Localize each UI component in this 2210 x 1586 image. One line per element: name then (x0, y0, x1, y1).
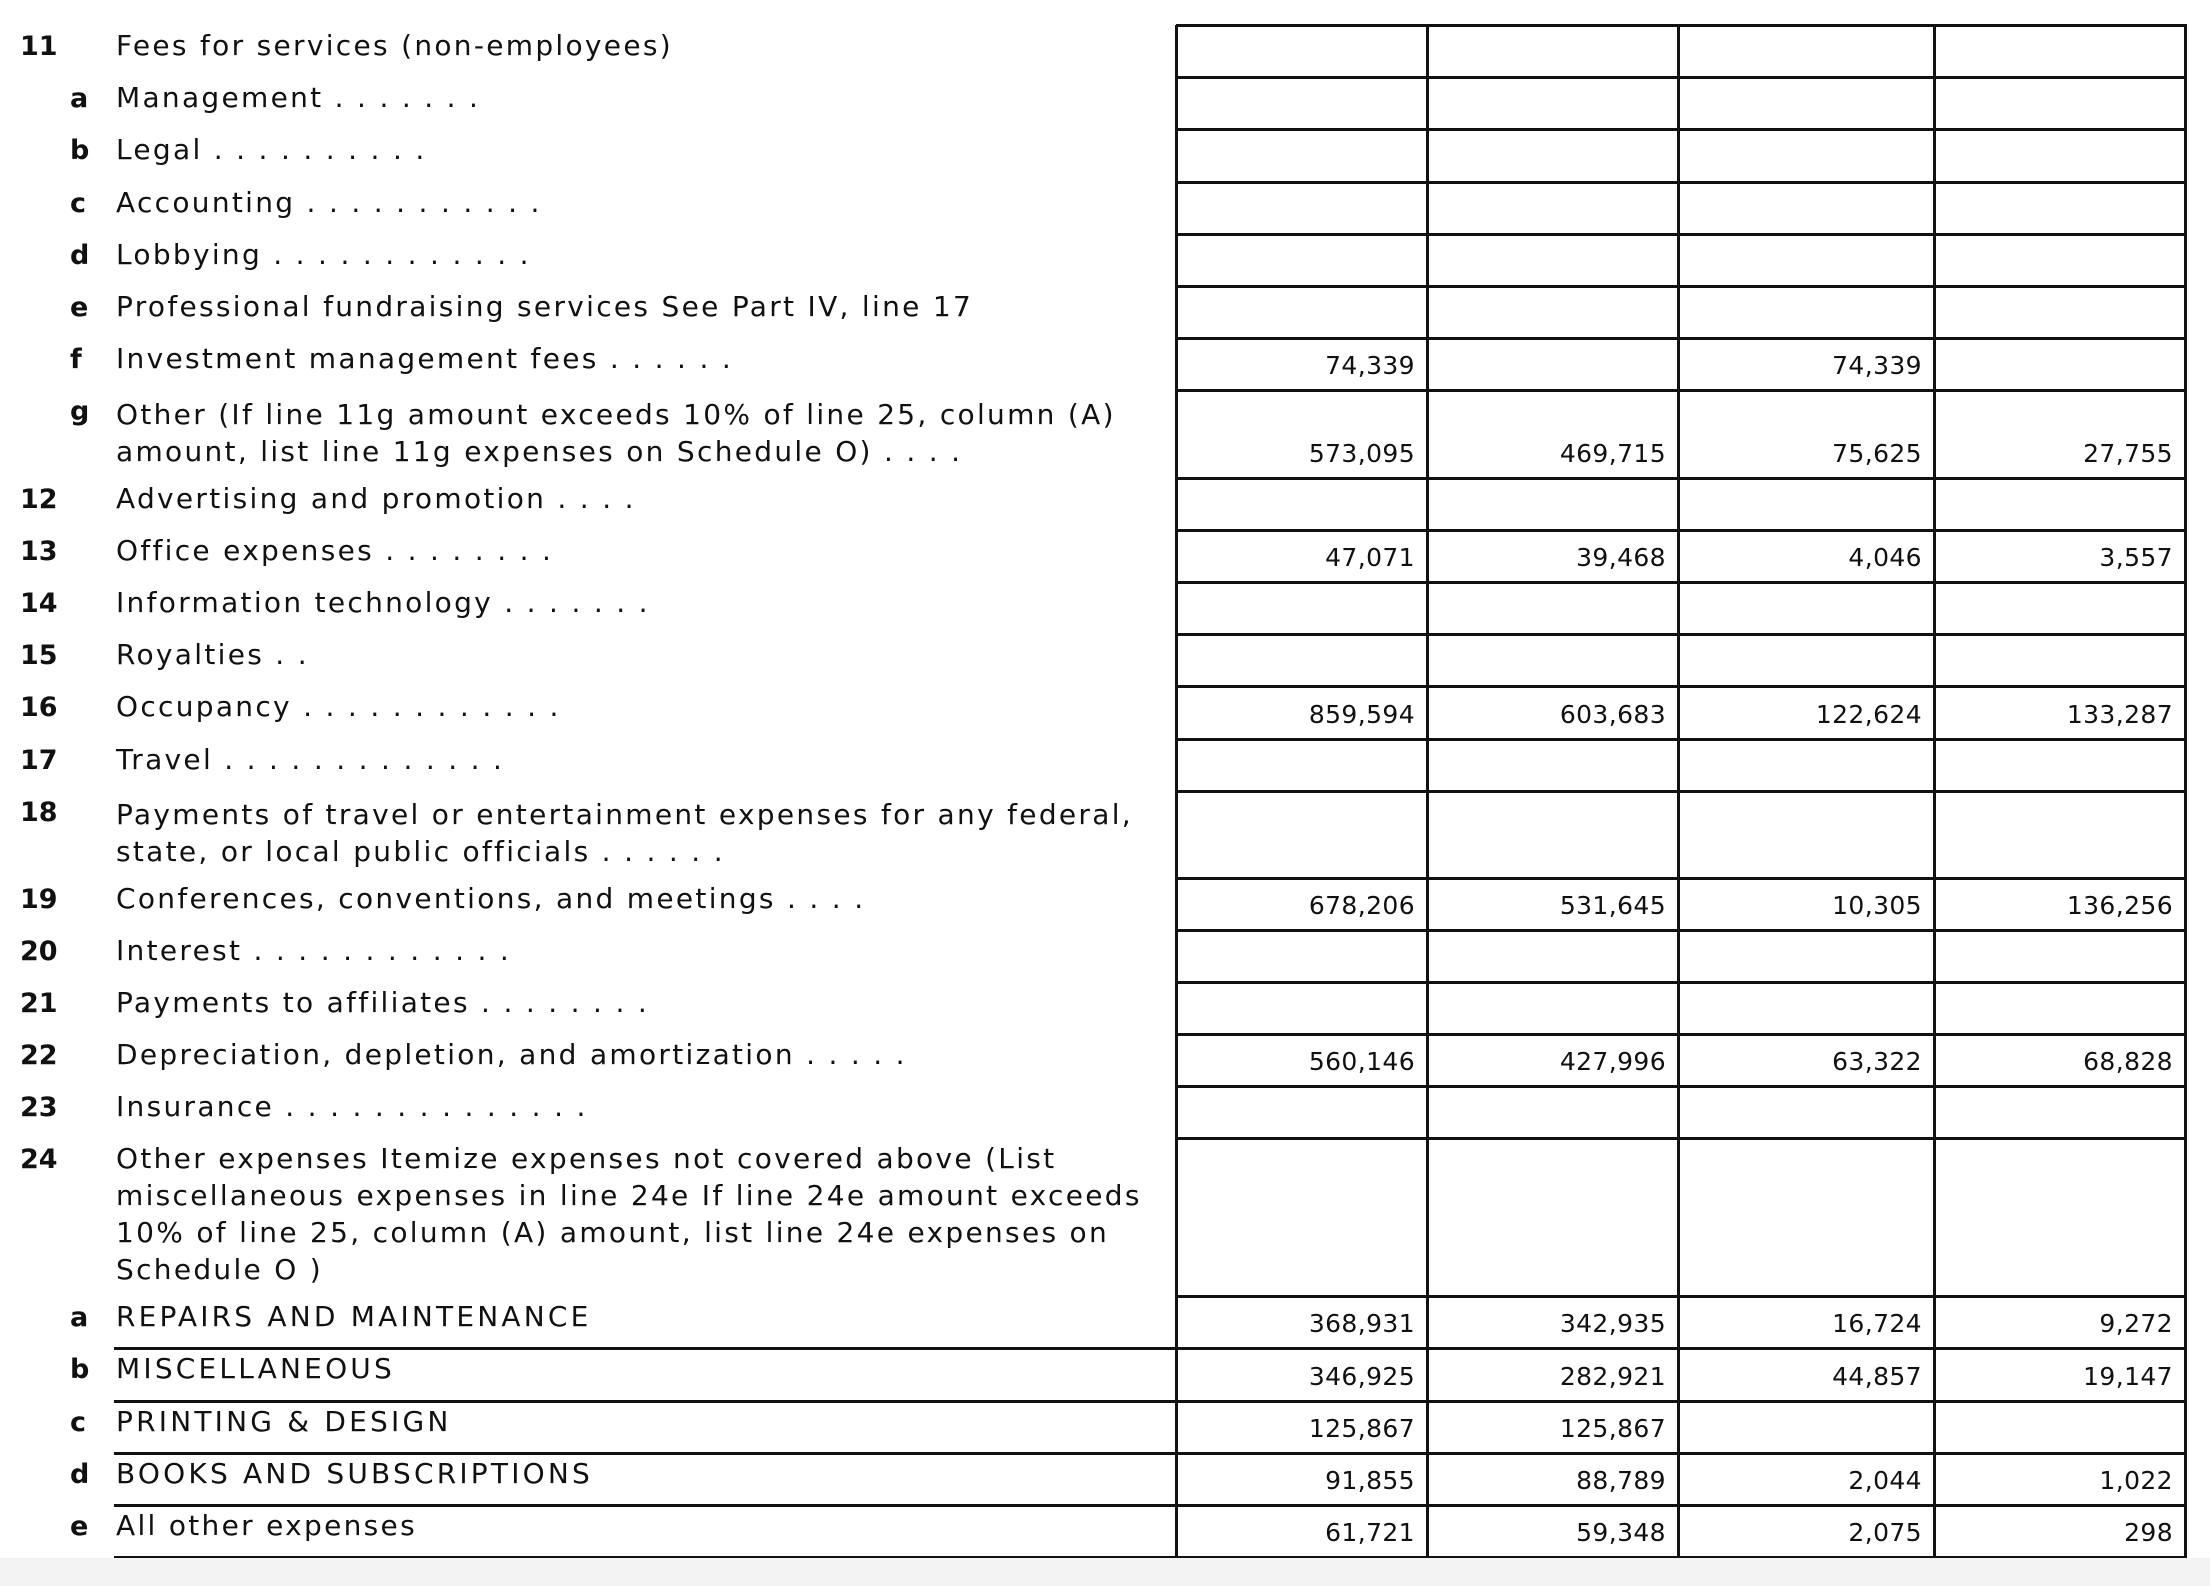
line-description: Insurance . . . . . . . . . . . . . . (116, 1090, 588, 1123)
line-number: a (70, 1302, 89, 1333)
line-description: BOOKS AND SUBSCRIPTIONS (116, 1457, 594, 1490)
line-number: a (70, 83, 89, 114)
management-general-cell: 10,305 (1832, 891, 1922, 920)
line-description: Schedule O ) (116, 1253, 324, 1286)
table-row (0, 930, 2210, 982)
line-description: Payments of travel or entertainment expenses for any federal, (116, 798, 1133, 831)
table-row (0, 1401, 2210, 1453)
line-number: g (70, 396, 90, 427)
table-row (0, 25, 2210, 77)
total-expenses-cell: 560,146 (1308, 1047, 1415, 1076)
line-description: Lobbying . . . . . . . . . . . . (116, 238, 531, 271)
management-general-cell: 75,625 (1832, 439, 1922, 468)
total-expenses-cell: 125,867 (1308, 1414, 1415, 1443)
fundraising-cell: 1,022 (2099, 1466, 2173, 1495)
total-expenses-cell: 47,071 (1325, 543, 1415, 572)
management-general-cell: 2,075 (1848, 1518, 1922, 1547)
total-expenses-cell: 74,339 (1325, 351, 1415, 380)
line-number: 24 (20, 1144, 58, 1175)
program-service-cell: 603,683 (1559, 700, 1666, 729)
fundraising-cell: 9,272 (2099, 1309, 2173, 1338)
line-description: Information technology . . . . . . . (116, 586, 650, 619)
total-expenses-cell: 368,931 (1308, 1309, 1415, 1338)
table-row (0, 686, 2210, 739)
program-service-cell: 342,935 (1559, 1309, 1666, 1338)
line-description: Advertising and promotion . . . . (116, 482, 636, 515)
line-description: Other (If line 11g amount exceeds 10% of line 25, column (A) (116, 398, 1116, 431)
line-number: 13 (20, 536, 58, 567)
table-row (0, 582, 2210, 634)
line-number: 22 (20, 1040, 58, 1071)
table-row (0, 338, 2210, 390)
line-description: Payments to affiliates . . . . . . . . (116, 986, 650, 1019)
program-service-cell: 39,468 (1576, 543, 1666, 572)
line-description: MISCELLANEOUS (116, 1352, 395, 1385)
line-description: All other expenses (116, 1509, 417, 1542)
table-row (0, 1138, 2210, 1296)
table-row (0, 1296, 2210, 1348)
line-number: 12 (20, 484, 58, 515)
total-expenses-cell: 678,206 (1308, 891, 1415, 920)
line-number: 20 (20, 936, 58, 967)
line-number: b (70, 135, 90, 166)
line-number: 14 (20, 588, 58, 619)
table-row (0, 634, 2210, 686)
table-row (0, 1034, 2210, 1086)
line-description: Other expenses Itemize expenses not covered above (List (116, 1142, 1057, 1175)
line-description: Management . . . . . . . (116, 81, 481, 114)
table-row (0, 77, 2210, 129)
line-number: d (70, 240, 90, 271)
table-row (0, 1505, 2210, 1557)
fundraising-cell: 298 (2124, 1518, 2173, 1547)
line-description: Conferences, conventions, and meetings . . . . (116, 882, 866, 915)
line-number: 19 (20, 884, 58, 915)
table-row (0, 739, 2210, 791)
line-description: Legal . . . . . . . . . . (116, 133, 427, 166)
line-description: state, or local public officials . . . . . . (116, 835, 725, 868)
table-row (0, 286, 2210, 338)
management-general-cell: 74,339 (1832, 351, 1922, 380)
table-row (0, 129, 2210, 182)
program-service-cell: 531,645 (1559, 891, 1666, 920)
total-expenses-cell: 573,095 (1308, 439, 1415, 468)
line-number: c (70, 188, 87, 219)
page-bottom-band (0, 1558, 2210, 1586)
management-general-cell: 63,322 (1832, 1047, 1922, 1076)
line-number: c (70, 1407, 87, 1438)
total-expenses-cell: 91,855 (1325, 1466, 1415, 1495)
program-service-cell: 427,996 (1559, 1047, 1666, 1076)
table-row (0, 478, 2210, 530)
management-general-cell: 122,624 (1815, 700, 1922, 729)
line-number: 23 (20, 1092, 58, 1123)
line-description: Depreciation, depletion, and amortization . . . . . (116, 1038, 907, 1071)
management-general-cell: 2,044 (1848, 1466, 1922, 1495)
line-description: Professional fundraising services See Part IV, line 17 (116, 290, 974, 323)
table-row (0, 1086, 2210, 1138)
table-row (0, 530, 2210, 582)
line-description: PRINTING & DESIGN (116, 1405, 452, 1438)
line-description: Accounting . . . . . . . . . . . (116, 186, 542, 219)
line-description: Occupancy . . . . . . . . . . . . (116, 690, 561, 723)
line-description: 10% of line 25, column (A) amount, list line 24e expenses on (116, 1216, 1110, 1249)
fundraising-cell: 68,828 (2083, 1047, 2173, 1076)
line-number: 18 (20, 797, 58, 828)
total-expenses-cell: 61,721 (1325, 1518, 1415, 1547)
total-expenses-cell: 859,594 (1308, 700, 1415, 729)
line-number: 15 (20, 640, 58, 671)
line-number: 17 (20, 745, 58, 776)
line-description: amount, list line 11g expenses on Schedule O) . . . . (116, 435, 963, 468)
table-row (0, 1348, 2210, 1401)
management-general-cell: 16,724 (1832, 1309, 1922, 1338)
line-description: Travel . . . . . . . . . . . . . (116, 743, 505, 776)
table-row (0, 234, 2210, 286)
table-row (0, 182, 2210, 234)
line-description: Investment management fees . . . . . . (116, 342, 734, 375)
line-number: e (70, 292, 89, 323)
program-service-cell: 469,715 (1559, 439, 1666, 468)
table-row (0, 1453, 2210, 1505)
fundraising-cell: 133,287 (2066, 700, 2173, 729)
program-service-cell: 88,789 (1576, 1466, 1666, 1495)
table-row (0, 791, 2210, 878)
fundraising-cell: 27,755 (2083, 439, 2173, 468)
table-row (0, 982, 2210, 1034)
table-row (0, 878, 2210, 930)
management-general-cell: 4,046 (1848, 543, 1922, 572)
program-service-cell: 59,348 (1576, 1518, 1666, 1547)
line-description: Royalties . . (116, 638, 309, 671)
fundraising-cell: 3,557 (2099, 543, 2173, 572)
line-description: REPAIRS AND MAINTENANCE (116, 1300, 592, 1333)
program-service-cell: 282,921 (1559, 1362, 1666, 1391)
fundraising-cell: 136,256 (2066, 891, 2173, 920)
table-row (0, 390, 2210, 478)
line-number: d (70, 1459, 90, 1490)
program-service-cell: 125,867 (1559, 1414, 1666, 1443)
line-number: e (70, 1511, 89, 1542)
line-number: f (70, 344, 82, 375)
line-description: Office expenses . . . . . . . . (116, 534, 554, 567)
line-description: Interest . . . . . . . . . . . . (116, 934, 512, 967)
line-number: 21 (20, 988, 58, 1019)
line-number: 11 (20, 31, 58, 62)
fundraising-cell: 19,147 (2083, 1362, 2173, 1391)
total-expenses-cell: 346,925 (1308, 1362, 1415, 1391)
management-general-cell: 44,857 (1832, 1362, 1922, 1391)
line-description: miscellaneous expenses in line 24e If line 24e amount exceeds (116, 1179, 1142, 1212)
line-number: 16 (20, 692, 58, 723)
line-description: Fees for services (non-employees) (116, 29, 673, 62)
line-number: b (70, 1354, 90, 1385)
